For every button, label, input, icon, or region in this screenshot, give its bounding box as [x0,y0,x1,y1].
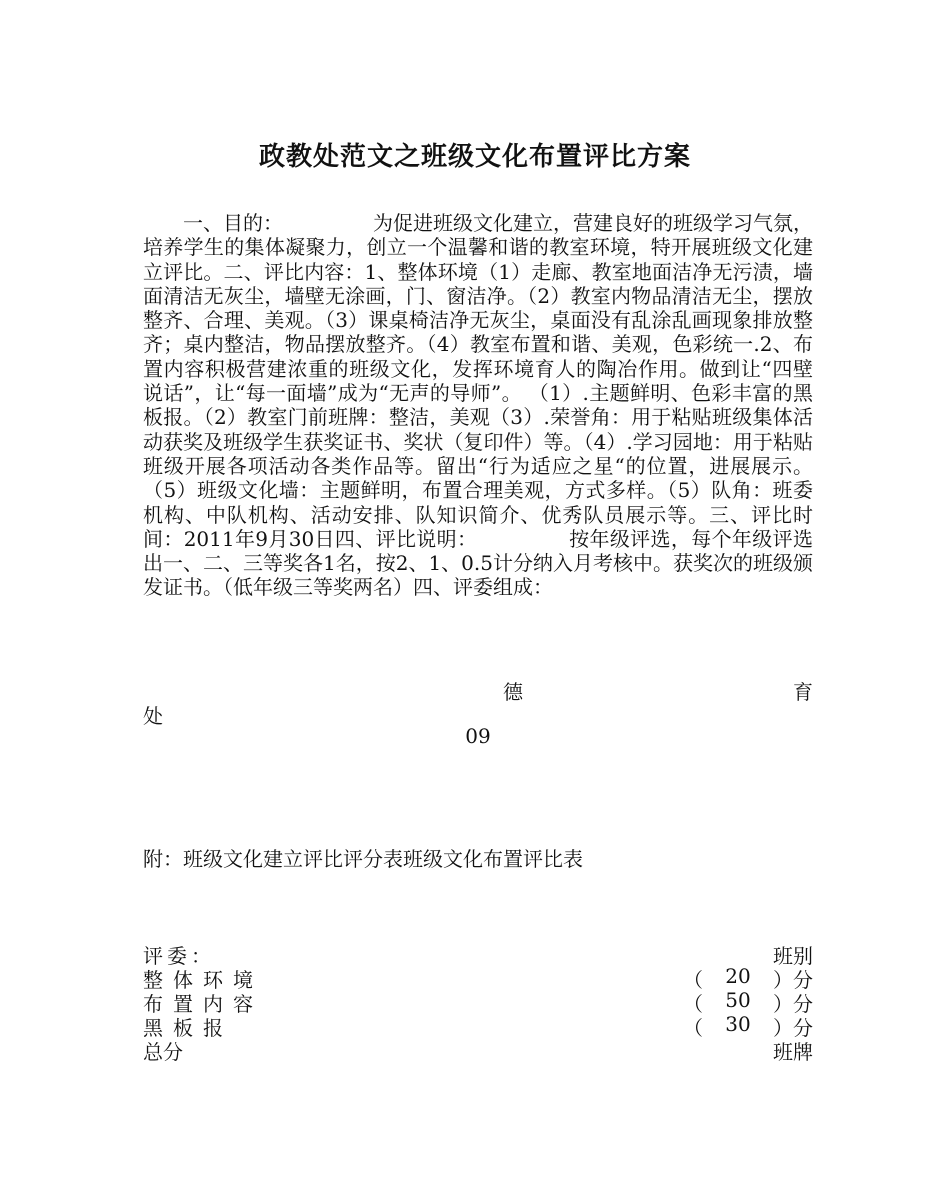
signature-char-de: 德 [503,680,523,704]
score-unit: 分 [793,968,813,992]
score-value: 20 [725,964,751,988]
paren-open: （ [683,992,703,1016]
score-row-environment [143,964,813,990]
score-value: 50 [725,988,751,1012]
paren-open: （ [683,1016,703,1040]
appendix-title: 附：班级文化建立评比评分表班级文化布置评比表 [143,847,583,871]
signature-char-yu: 育 [793,680,813,704]
document-body: 一、目的： 为促进班级文化建立，营建良好的班级学习气氛，培养学生的集体凝聚力，创立一个温馨和谐的教室环境，特开展班级文化建立评比。二、评比内容：1、整体环境（1）走廊、教室地面洁净无污渍，墙面清洁无灰尘，墙壁无涂画，门、窗洁净。（2）教室内物品清洁无尘，摆放整齐、合理、美观。（3）课桌椅洁净无灰尘，桌面没有乱涂乱画现象排放整齐；桌内整洁，物品摆放整齐。（4）教室布置和谐、美观，色彩统一.2、布置内容积极营建浓重的班级文化，发挥环境育人的陶冶作用。做到让“四壁说话”，让“每一面墙”成为“无声的导师”。 （1）.主题鲜明、色彩丰富的黑板报。（2）教室门前班牌：整洁，美观（3）.荣誉角：用于粘贴班级集体活动获奖及班级学生获奖证书、奖状（复印件）等。（4）.学习园地：用于粘贴班级开展各项活动各类作品等。留出“行为适应之星“的位置，进展展示。（5）班级文化墙：主题鲜明，布置合理美观，方式多样。（5）队角：班委机构、中队机构、活动安排、队知识简介、优秀队员展示等。三、评比时间：2011年9月30日四、评比说明： 按年级评选，每个年级评选出一、二、三等奖各1名，按2、1、0.5计分纳入月考核中。获奖次的班级颁发证书。（低年级三等奖两名）四、评委组成： [143,211,813,600]
paren-open: （ [683,968,703,992]
document-title: 政教处范文之班级文化布置评比方案 [258,142,691,172]
signature-char-chu: 处 [143,704,163,728]
score-unit: 分 [793,1016,813,1040]
signature-date: 09 [465,724,491,748]
score-row-label: 整体环境 [143,968,263,992]
score-row-label: 布置内容 [143,992,263,1016]
score-row-right: 班别 [773,944,813,968]
paren-close: ） [772,968,793,992]
score-row-label: 黑板报 [143,1016,233,1040]
score-row-label: 总分 [143,1040,183,1064]
score-row-judges [143,940,813,966]
paren-close: ） [772,1016,793,1040]
score-unit: 分 [793,992,813,1016]
score-row-layout [143,988,813,1014]
score-value: 30 [725,1012,751,1036]
score-row-label: 评委： [143,944,215,968]
score-row-total [143,1036,813,1062]
score-row-right: 班牌 [773,1040,813,1064]
paren-close: ） [772,992,793,1016]
score-row-blackboard [143,1012,813,1038]
